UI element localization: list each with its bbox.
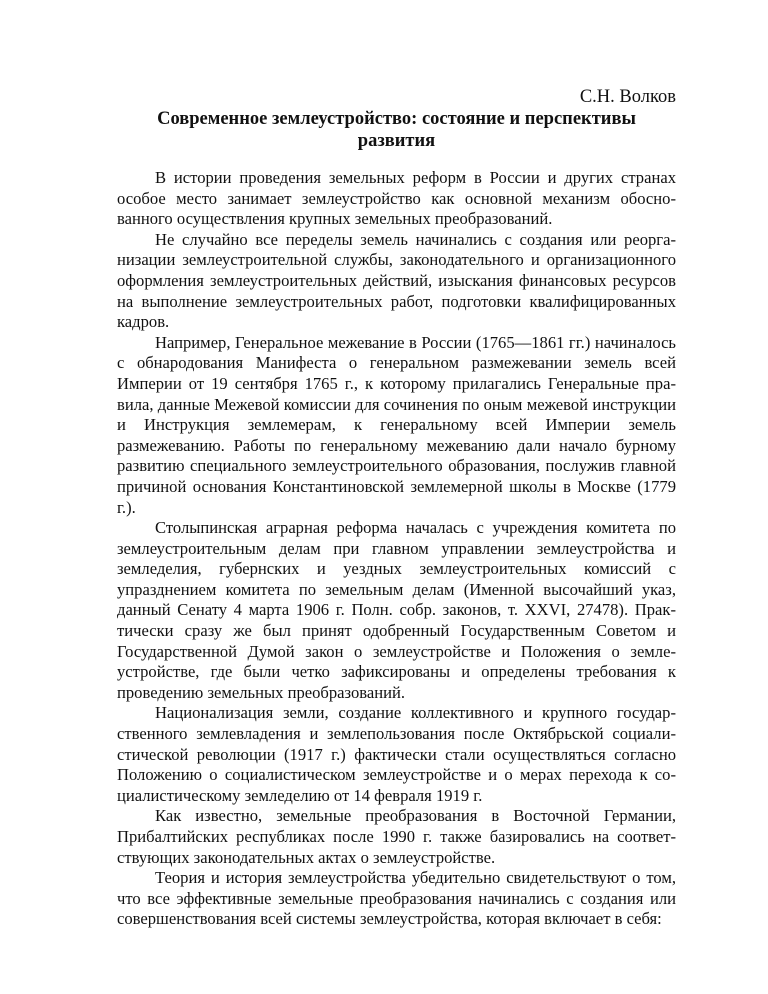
paragraph-6: Как известно, земельные преобразования в Восточной Германии, Прибалтийских республиках после 1990 г. также базировались на соответствующих законодательных актах о землеустройстве. — [117, 806, 676, 867]
paragraph-4: Столыпинская аграрная реформа началась с учреждения комитета по землеустроительным делам при главном управлении землеустройства и земледелия, губернских и уездных землеустроительных комиссий с упразднением комитета по земельным делам (Именной высочайший указ, данный Сенату 4 марта 1906 г. Полн. собр. законов, т. XXVI, 27478). Практически сразу же был принят одобренный Государственным Советом и Государственной Думой закон о землеустройстве и Положения о землеустройстве, где были четко зафиксированы и определены требования к проведению земельных преобразований. — [117, 518, 676, 702]
article-title: Современное землеустройство: состояние и перспективы развития — [157, 109, 636, 151]
author-name: С.Н. Волков — [579, 87, 676, 107]
paragraph-5: Национализация земли, создание коллективного и крупного государственного землевладения и землепользования после Октябрьской социалистической революции (1917 г.) фактически стали осуществляться согласно Положению о социалистическом землеустройстве и о мерах перехода к социалистическому земледелию от 14 февраля 1919 г. — [117, 703, 676, 805]
paragraph-2: Не случайно все переделы земель начинались с создания или реорганизации землеустроительной службы, законодательного и организационного оформления землеустроительных действий, изыскания финансовых ресурсов на выполнение землеустроительных работ, подготовки квалифицированных кадров. — [117, 229, 676, 332]
paragraph-7: Теория и история землеустройства убедительно свидетельствуют о том, что все эффективные земельные преобразования начинались с создания или совершенствования всей системы землеустройства, которая включает в себя: — [117, 868, 676, 929]
paragraph-1: В истории проведения земельных реформ в России и других странах особое место занимает землеустройство как основной механизм обоснованного осуществления крупных земельных преобразований. — [117, 168, 676, 229]
document-page — [117, 86, 676, 930]
paragraph-3: Например, Генеральное межевание в России (1765—1861 гг.) начиналось с обнародования Манифеста о генеральном размежевании земель всей Империи от 19 сентября 1765 г., к которому прилагались Генеральные правила, данные Межевой комиссии для сочинения по оным межевой инструкции и Инструкция землемерам, к генеральному всей Империи земель размежеванию. Работы по генеральному межеванию дали начало бурному развитию специального землеустроительного образования, послужив главной причиной основания Константиновской землемерной школы в Москве (1779 г.). — [117, 332, 676, 517]
